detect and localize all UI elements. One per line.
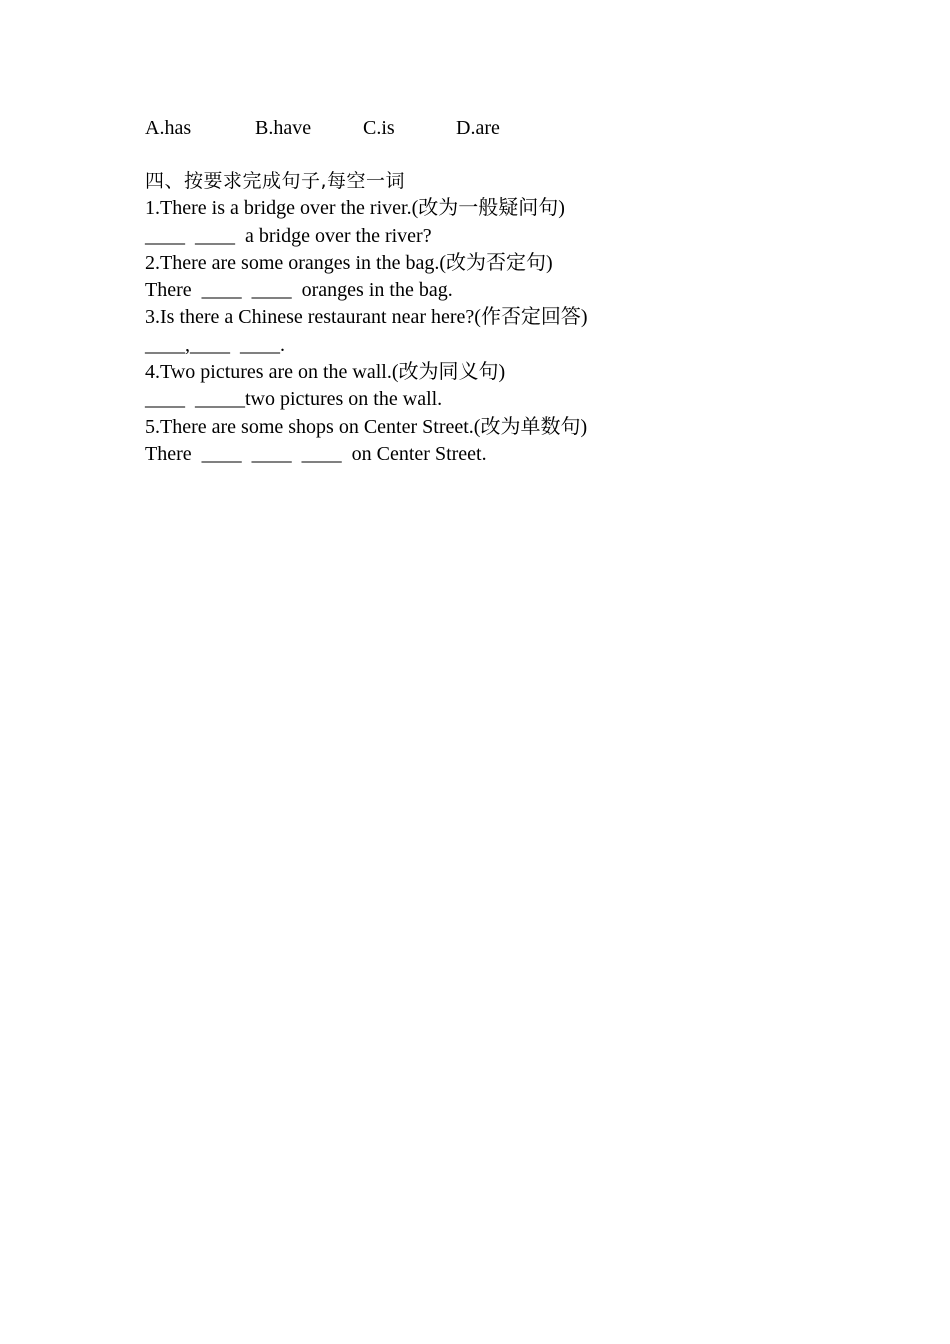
answer-line-2: There ____ ____ oranges in the bag.	[145, 279, 453, 302]
question-3: 3.Is there a Chinese restaurant near here?(作否定回答)	[145, 306, 588, 329]
option-a: A.has	[145, 117, 192, 139]
question-2: 2.There are some oranges in the bag.(改为否定句)	[145, 251, 553, 274]
question-4: 4.Two pictures are on the wall.(改为同义句)	[145, 361, 506, 384]
section-heading: 四、按要求完成句子,每空一词	[145, 170, 406, 192]
exercise-section	[145, 168, 865, 468]
option-b: B.have	[255, 117, 312, 139]
option-c: C.is	[363, 117, 395, 139]
answer-line-5: There ____ ____ ____ on Center Street.	[145, 442, 487, 465]
answer-line-4: ____ _____two pictures on the wall.	[145, 388, 443, 411]
answer-line-1: ____ ____ a bridge over the river?	[145, 224, 432, 247]
option-d: D.are	[456, 117, 500, 139]
question-1: 1.There is a bridge over the river.(改为一般疑问句)	[145, 197, 565, 220]
answer-line-3: ____,____ ____.	[145, 333, 285, 356]
question-5: 5.There are some shops on Center Street.(改为单数句)	[145, 415, 588, 438]
